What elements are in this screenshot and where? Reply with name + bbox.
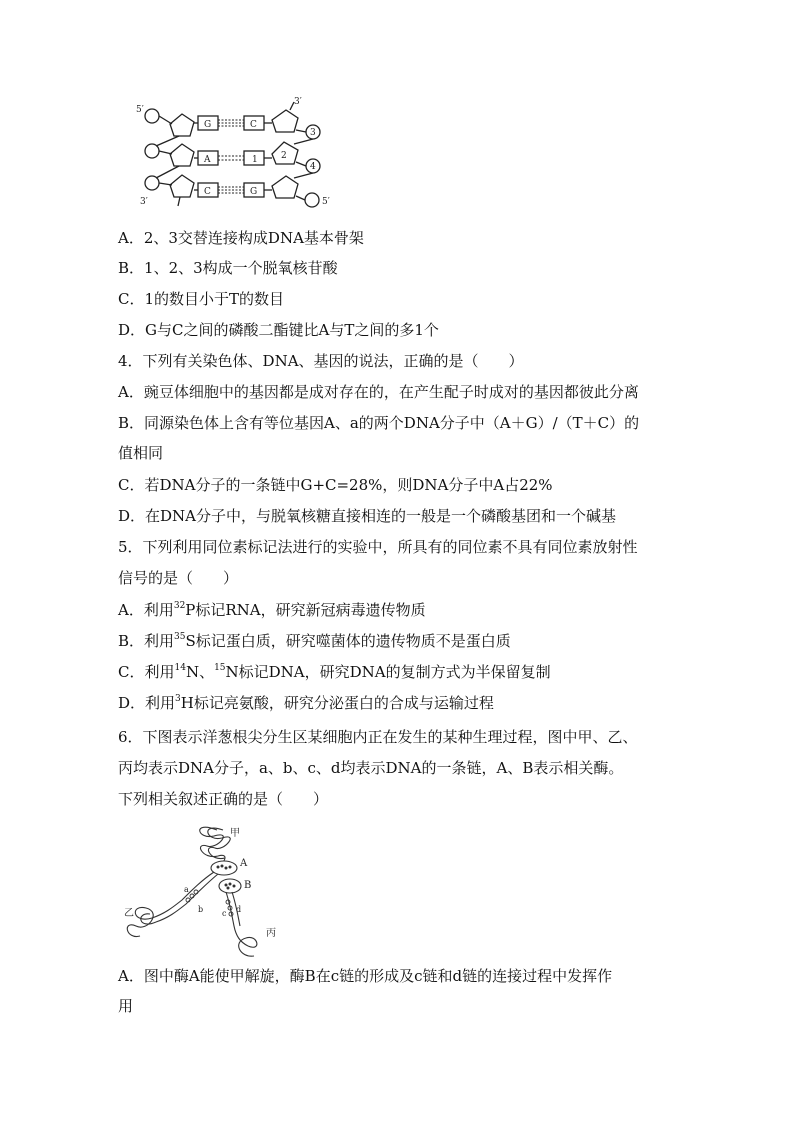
- label-a: a: [184, 885, 189, 894]
- label-c: c: [222, 909, 227, 918]
- base-label: G: [250, 187, 258, 197]
- base-label: C: [204, 187, 211, 197]
- label-d: d: [236, 905, 242, 914]
- label-3-prime: 3′: [294, 97, 302, 107]
- q6-stem-line1: 6．下图表示洋葱根尖分生区某细胞内正在发生的某种生理过程，图中甲、乙、: [118, 728, 638, 746]
- q6-option-a: A．图中酶A能使甲解旋，酶B在c链的形成及c链和d链的连接过程中发挥作: [118, 967, 613, 985]
- phosphate-circle: [305, 193, 319, 207]
- deoxyribose-pentagon: [272, 110, 298, 132]
- deoxyribose-pentagon: [272, 176, 298, 198]
- label-b: b: [198, 905, 204, 914]
- label-bing: 丙: [266, 928, 276, 939]
- label-jia: 甲: [230, 828, 240, 839]
- deoxyribose-pentagon: [170, 175, 194, 197]
- q5-option-c: C．利用$^{14}$N、$^{15}$N标记DNA，研究DNA的复制方式为半保留复制: [118, 663, 551, 681]
- label-enzyme-a: A: [240, 858, 248, 869]
- base-label: G: [204, 120, 212, 130]
- number-label: 2: [281, 151, 287, 161]
- q6-stem-line3: 下列相关叙述正确的是（ ）: [118, 790, 329, 808]
- label-3-prime: 3′: [140, 197, 148, 207]
- deoxyribose-pentagon: [170, 144, 194, 166]
- q4-option-a: A．豌豆体细胞中的基因都是成对存在的，在产生配子时成对的基因都彼此分离: [118, 383, 639, 401]
- q5-option-b: B．利用$^{35}$S标记蛋白质，研究噬菌体的遗传物质不是蛋白质: [118, 632, 511, 650]
- q5-stem-cont: 信号的是（ ）: [118, 569, 239, 587]
- q6-option-a-cont: 用: [118, 997, 134, 1015]
- q5-option-d: D．利用$^3$H标记亮氨酸，研究分泌蛋白的合成与运输过程: [118, 694, 494, 712]
- q4-option-d: D．在DNA分子中，与脱氧核糖直接相连的一般是一个磷酸基团和一个碱基: [118, 507, 617, 525]
- q5-stem: 5．下列利用同位素标记法进行的实验中，所具有的同位素不具有同位素放射性: [118, 538, 638, 556]
- q4-option-c: C．若DNA分子的一条链中G+C=28%，则DNA分子中A占22%: [118, 476, 553, 494]
- enzyme-a: [211, 861, 237, 875]
- q3-option-c: C．1的数目小于T的数目: [118, 290, 285, 308]
- label-yi: 乙: [124, 908, 134, 919]
- q4-option-b-cont: 值相同: [118, 444, 164, 462]
- number-label: 4: [310, 162, 316, 172]
- base-label: C: [250, 120, 257, 130]
- q6-stem-line2: 丙均表示DNA分子，a、b、c、d均表示DNA的一条链，A、B表示相关酶。: [118, 759, 624, 777]
- number-label: 3: [310, 128, 316, 138]
- dna-structure-figure: [134, 96, 334, 211]
- base-label: 1: [252, 155, 258, 165]
- q4-option-b: B．同源染色体上含有等位基因A、a的两个DNA分子中（A＋G）/（T＋C）的: [118, 414, 640, 432]
- q5-option-a: A．利用$^{32}$P标记RNA，研究新冠病毒遗传物质: [118, 601, 426, 619]
- label-5-prime: 5′: [322, 197, 330, 207]
- enzyme-b: [219, 879, 241, 893]
- label-enzyme-b: B: [244, 880, 252, 891]
- label-5-prime: 5′: [136, 105, 144, 115]
- phosphate-circle: [145, 109, 159, 123]
- q3-option-d: D．G与C之间的磷酸二酯键比A与T之间的多1个: [118, 321, 439, 339]
- q3-option-a: A．2、3交替连接构成DNA基本骨架: [118, 229, 364, 247]
- deoxyribose-pentagon: [170, 114, 194, 136]
- base-label: A: [204, 155, 211, 165]
- q3-option-b: B．1、2、3构成一个脱氧核苷酸: [118, 259, 338, 277]
- dna-replication-figure: [122, 820, 292, 960]
- q4-stem: 4．下列有关染色体、DNA、基因的说法，正确的是（ ）: [118, 352, 524, 370]
